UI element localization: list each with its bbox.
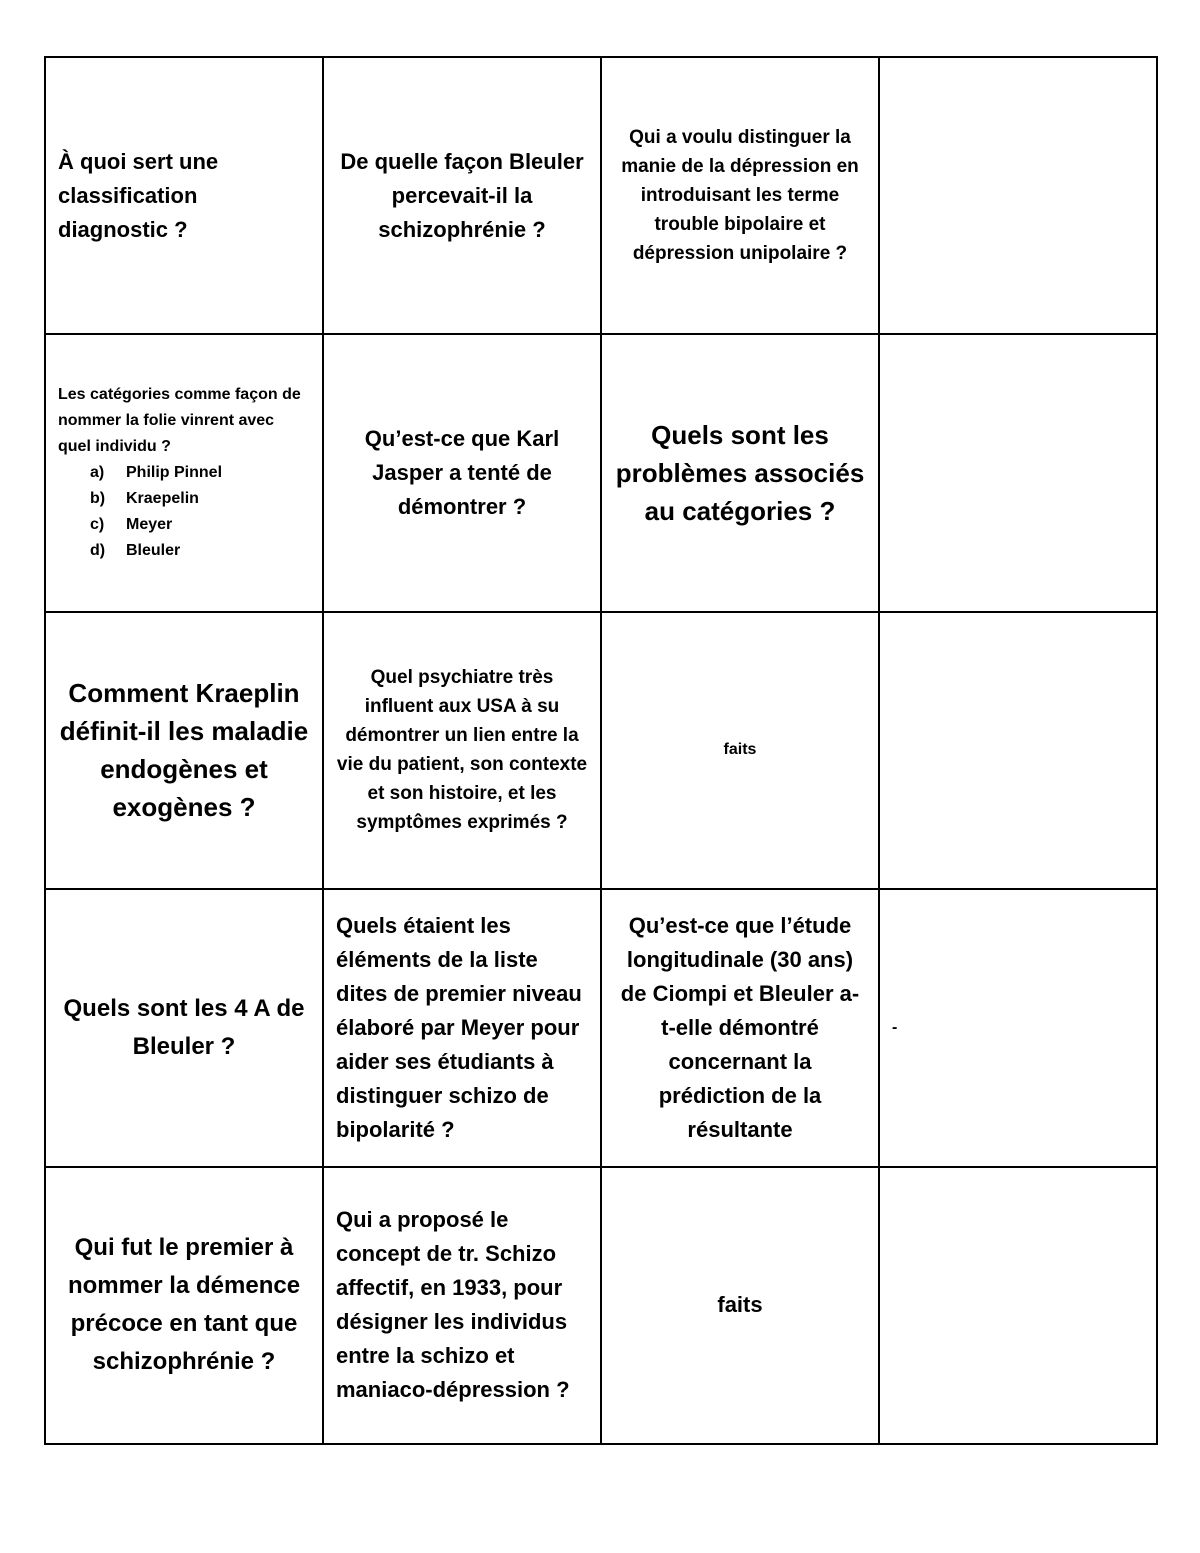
card-empty: [879, 57, 1157, 334]
card-karl-jasper: [323, 334, 601, 611]
card-category-problems: [601, 334, 879, 611]
card-usa-psychiatrist: [323, 612, 601, 889]
card-text: Quel psychiatre très influent aux USA à su démontrer un lien entre la vie du patient, son contexte et son histoire, et les symptômes exprimés ?: [336, 667, 588, 834]
card-dash: [879, 889, 1157, 1166]
card-text: Qu’est-ce que l’étude longitudinale (30 ans) de Ciompi et Bleuler a-t-elle démontré concernant la prédiction de la résultante: [620, 912, 860, 1142]
option-text: Kraepelin: [126, 490, 199, 508]
card-text: Qui a voulu distinguer la manie de la dépression en introduisant les terme trouble bipolaire et dépression unipolaire ?: [621, 127, 859, 265]
card-text: Qui fut le premier à nommer la démence précoce en tant que schizophrénie ?: [67, 1234, 301, 1376]
card-dementia-praecox: [45, 1167, 323, 1444]
card-row: [45, 1167, 1157, 1444]
card-text: faits: [717, 1292, 763, 1318]
option-letter: a): [90, 464, 105, 482]
option-letter: d): [90, 542, 106, 560]
card-empty: [879, 334, 1157, 611]
card-bipolar-unipolar: [601, 57, 879, 334]
card-text: Quels sont les 4 A de Bleuler ?: [63, 994, 305, 1060]
option-letter: b): [90, 490, 106, 508]
card-bleuler-schizophrenia: [323, 57, 601, 334]
answer-option: [58, 538, 310, 564]
card-text: faits: [723, 741, 757, 759]
answer-option: [58, 512, 310, 538]
card-row: [45, 334, 1157, 611]
card-row: [45, 889, 1157, 1166]
card-text: À quoi sert une classification diagnostic ?: [58, 148, 219, 242]
flashcard-grid: [44, 56, 1158, 1445]
card-text: Quels étaient les éléments de la liste dites de premier niveau élaboré par Meyer pour aider ses étudiants à distinguer schizo de bipolarité ?: [336, 912, 582, 1142]
card-text: Comment Kraeplin définit-il les maladie endogènes et exogènes ?: [59, 678, 309, 823]
card-text: Qui a proposé le concept de tr. Schizo affectif, en 1933, pour désigner les individus entre la schizo et maniaco-dépression ?: [336, 1207, 570, 1403]
card-classification-purpose: [45, 57, 323, 334]
option-letter: c): [90, 516, 105, 534]
card-kraeplin-endogenous: [45, 612, 323, 889]
card-row: [45, 57, 1157, 334]
card-schizoaffective: [323, 1167, 601, 1444]
option-text: Philip Pinnel: [126, 464, 223, 482]
card-text: -: [892, 1018, 898, 1036]
card-question: Les catégories comme façon de nommer la folie vinrent avec quel individu ?: [58, 386, 301, 456]
card-empty: [879, 1167, 1157, 1444]
card-answer-faits: [601, 1167, 879, 1444]
card-text: Qu’est-ce que Karl Jasper a tenté de démontrer ?: [364, 426, 560, 520]
card-empty: [879, 612, 1157, 889]
card-text: Quels sont les problèmes associés au catégories ?: [615, 420, 865, 527]
answer-options: [58, 460, 310, 564]
option-text: Meyer: [126, 516, 173, 534]
option-text: Bleuler: [126, 542, 181, 560]
card-answer-faits: [601, 612, 879, 889]
answer-option: [58, 460, 310, 486]
card-row: [45, 612, 1157, 889]
card-text: De quelle façon Bleuler percevait-il la schizophrénie ?: [340, 148, 584, 242]
card-meyer-list: [323, 889, 601, 1166]
card-ciompi-study: [601, 889, 879, 1166]
answer-option: [58, 486, 310, 512]
card-categories-mcq: [45, 334, 323, 611]
card-bleuler-4a: [45, 889, 323, 1166]
